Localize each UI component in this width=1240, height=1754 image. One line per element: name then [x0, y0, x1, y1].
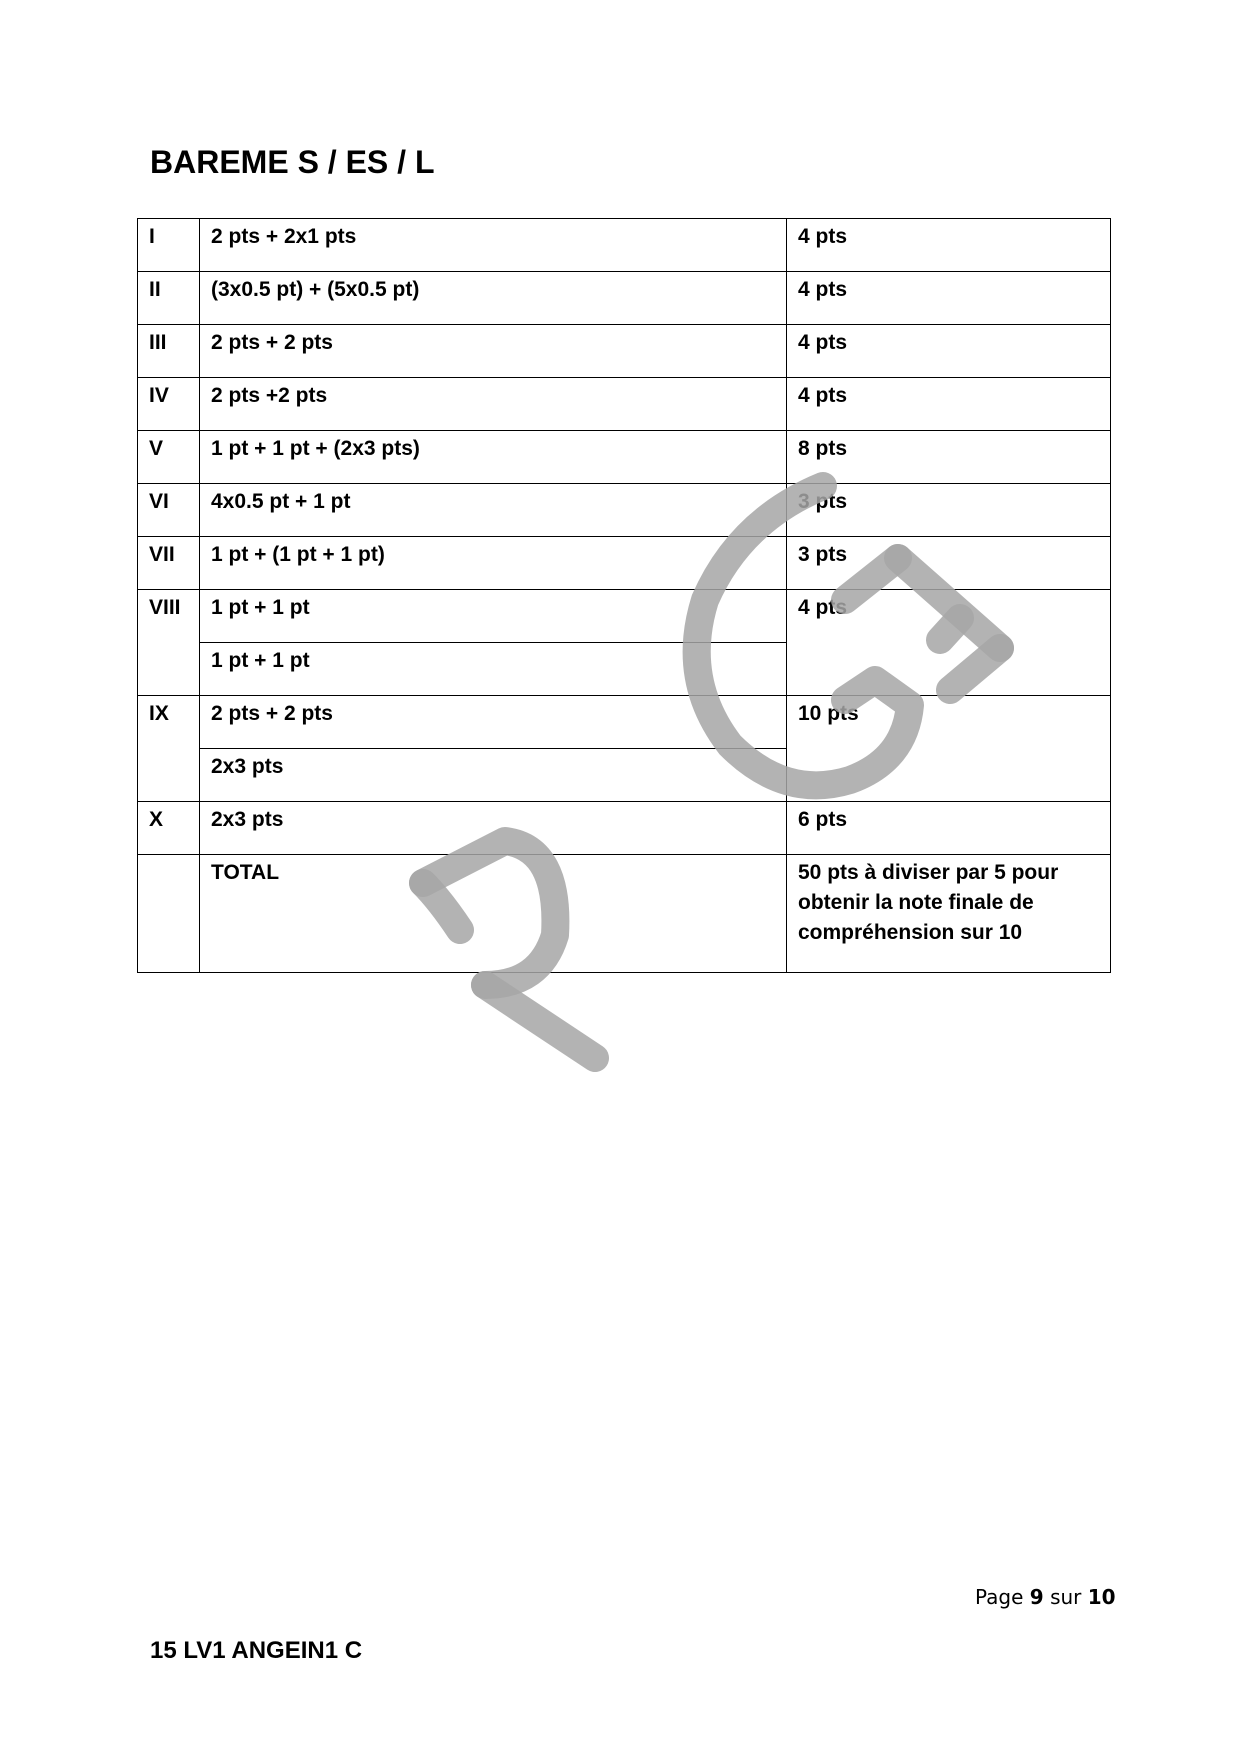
points-total: 4 pts — [787, 590, 1111, 696]
points-detail: 2x3 pts — [200, 749, 787, 802]
table-row — [138, 219, 1111, 272]
table-row — [138, 802, 1111, 855]
table-row — [138, 484, 1111, 537]
exercise-number: IV — [138, 378, 200, 431]
points-total: 4 pts — [787, 325, 1111, 378]
points-detail: 4x0.5 pt + 1 pt — [200, 484, 787, 537]
total-value: 50 pts à diviser par 5 pour obtenir la note finale de compréhension sur 10 — [787, 855, 1111, 973]
points-total: 3 pts — [787, 484, 1111, 537]
page-number — [975, 1585, 1116, 1609]
exercise-number: VI — [138, 484, 200, 537]
exercise-number: IX — [138, 696, 200, 802]
exercise-number: V — [138, 431, 200, 484]
points-total: 4 pts — [787, 272, 1111, 325]
document-code: 15 LV1 ANGEIN1 C — [150, 1637, 363, 1664]
page-word: Page — [975, 1585, 1024, 1609]
exercise-number — [138, 855, 200, 973]
points-detail: (3x0.5 pt) + (5x0.5 pt) — [200, 272, 787, 325]
points-total: 3 pts — [787, 537, 1111, 590]
points-detail: 2 pts + 2x1 pts — [200, 219, 787, 272]
table-row — [138, 431, 1111, 484]
page-total: 10 — [1087, 1585, 1116, 1609]
points-detail: 2 pts +2 pts — [200, 378, 787, 431]
points-total: 4 pts — [787, 378, 1111, 431]
total-row — [138, 855, 1111, 973]
total-label: TOTAL — [200, 855, 787, 973]
exercise-number: III — [138, 325, 200, 378]
points-detail: 1 pt + (1 pt + 1 pt) — [200, 537, 787, 590]
scoring-table — [137, 218, 1111, 973]
exercise-number: VII — [138, 537, 200, 590]
points-detail: 1 pt + 1 pt + (2x3 pts) — [200, 431, 787, 484]
points-detail: 2 pts + 2 pts — [200, 696, 787, 749]
page-separator: sur — [1050, 1585, 1082, 1609]
exercise-number: II — [138, 272, 200, 325]
table-row — [138, 272, 1111, 325]
exercise-number: X — [138, 802, 200, 855]
points-total: 10 pts — [787, 696, 1111, 802]
points-detail: 2 pts + 2 pts — [200, 325, 787, 378]
points-detail: 1 pt + 1 pt — [200, 590, 787, 643]
table-row — [138, 378, 1111, 431]
points-detail: 1 pt + 1 pt — [200, 643, 787, 696]
points-total: 8 pts — [787, 431, 1111, 484]
exercise-number: I — [138, 219, 200, 272]
table-row — [138, 696, 1111, 749]
points-detail: 2x3 pts — [200, 802, 787, 855]
exercise-number: VIII — [138, 590, 200, 696]
table-row — [138, 590, 1111, 643]
table-row — [138, 325, 1111, 378]
points-total: 6 pts — [787, 802, 1111, 855]
points-total: 4 pts — [787, 219, 1111, 272]
table-row — [138, 537, 1111, 590]
page-title: BAREME S / ES / L — [150, 144, 435, 180]
page-current: 9 — [1029, 1585, 1044, 1609]
